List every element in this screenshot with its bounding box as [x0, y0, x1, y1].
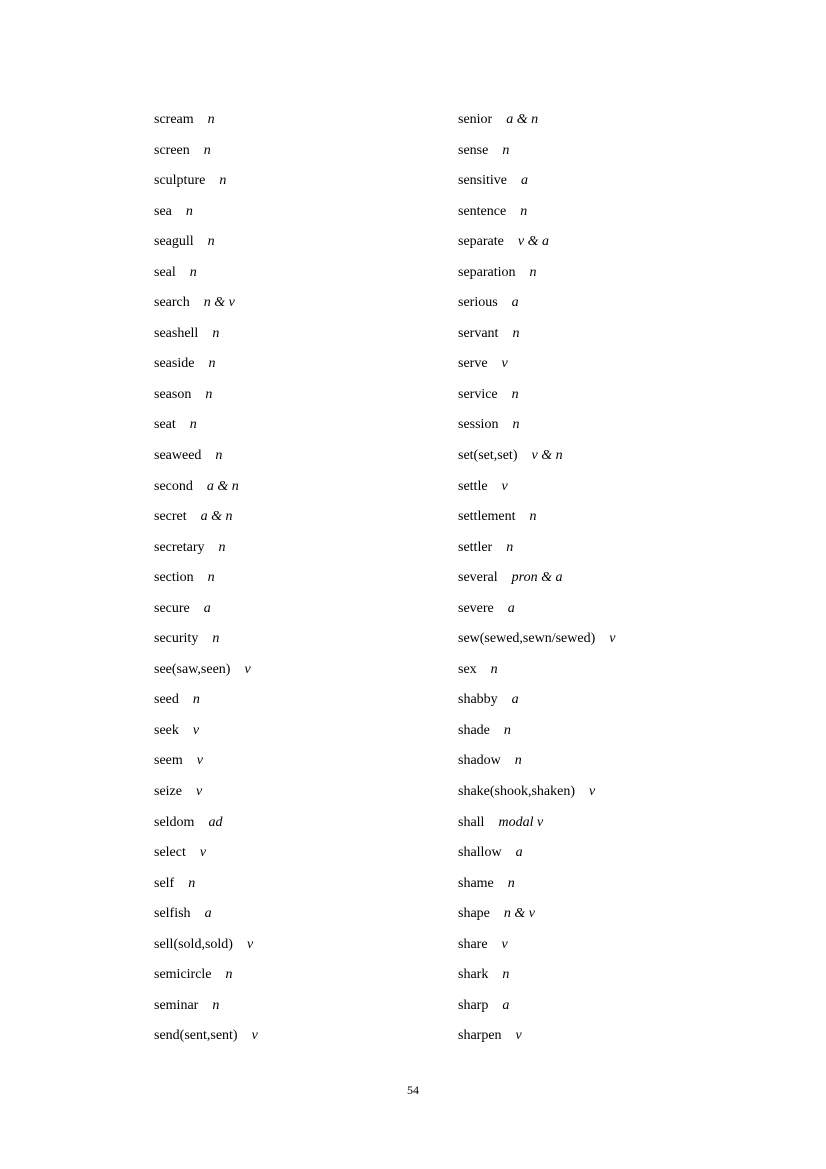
entry-word: section: [154, 570, 194, 586]
entry-word: settlement: [458, 509, 516, 525]
word-entry: [458, 838, 788, 869]
entry-word: shake(shook,shaken): [458, 784, 576, 800]
entry-pos: a: [521, 173, 528, 189]
word-entry: [154, 685, 454, 716]
word-entry: [458, 380, 788, 411]
entry-pos: n: [529, 509, 537, 525]
entry-word: servant: [458, 325, 499, 341]
entry-word: select: [154, 845, 186, 861]
entry-word: sensitive: [458, 173, 507, 189]
word-entry: [458, 746, 788, 777]
word-entry: [458, 136, 788, 167]
word-entry: [154, 930, 454, 961]
word-entry: [154, 288, 454, 319]
entry-word: seem: [154, 753, 183, 769]
page-number: 54: [407, 1083, 419, 1097]
entry-pos: n: [212, 997, 220, 1013]
word-entry: [458, 777, 788, 808]
word-entry: [154, 1021, 454, 1052]
word-entry: [154, 594, 454, 625]
entry-word: shape: [458, 906, 490, 922]
word-entry: [458, 869, 788, 900]
entry-pos: n: [189, 264, 197, 280]
entry-pos: n: [502, 967, 510, 983]
word-entry: [154, 319, 454, 350]
entry-pos: n: [225, 967, 233, 983]
entry-word: sew(sewed,sewn/sewed): [458, 631, 596, 647]
entry-pos: a: [204, 906, 212, 922]
entry-pos: n: [192, 692, 200, 708]
entry-pos: v: [246, 936, 254, 952]
entry-pos: v: [196, 753, 203, 769]
word-entry: [154, 410, 454, 441]
entry-word: shark: [458, 967, 489, 983]
entry-pos: pron & a: [511, 570, 563, 586]
word-entry: [458, 960, 788, 991]
entry-word: sharp: [458, 997, 489, 1013]
word-entry: [458, 991, 788, 1022]
entry-pos: a: [515, 845, 523, 861]
entry-word: seal: [154, 264, 176, 280]
entry-pos: v & a: [517, 234, 549, 250]
entry-pos: n: [207, 112, 215, 127]
word-entry: [154, 808, 454, 839]
entry-pos: n: [203, 142, 211, 158]
entry-word: settler: [458, 539, 493, 555]
entry-word: service: [458, 386, 498, 402]
word-entry: [458, 410, 788, 441]
entry-pos: ad: [208, 814, 223, 830]
entry-word: sculpture: [154, 173, 206, 189]
entry-word: second: [154, 478, 193, 494]
word-entry: [458, 594, 788, 625]
entry-pos: modal v: [498, 814, 544, 830]
entry-pos: v: [199, 845, 207, 861]
entry-word: severe: [458, 600, 494, 616]
entry-pos: v: [251, 1028, 258, 1044]
entry-pos: a & n: [506, 112, 539, 127]
word-entry: [458, 930, 788, 961]
word-entry: [458, 441, 788, 472]
entry-word: semicircle: [154, 967, 212, 983]
word-entry: [458, 227, 788, 258]
word-entry: [154, 472, 454, 503]
word-entry: [154, 655, 454, 686]
entry-pos: n: [219, 173, 227, 189]
entry-word: separation: [458, 264, 516, 280]
word-entry: [154, 838, 454, 869]
word-entry: [154, 166, 454, 197]
entry-pos: n: [208, 356, 216, 372]
entry-pos: v & n: [531, 448, 563, 464]
entry-pos: v: [192, 722, 200, 738]
entry-pos: n: [212, 631, 220, 647]
entry-word: seek: [154, 722, 179, 738]
entry-pos: n: [207, 234, 215, 250]
entry-pos: n: [215, 448, 223, 464]
entry-pos: n: [506, 539, 514, 555]
entry-pos: n: [520, 203, 528, 219]
word-entry: [458, 808, 788, 839]
entry-word: set(set,set): [458, 448, 518, 464]
entry-word: seaside: [154, 356, 195, 372]
word-entry: [458, 533, 788, 564]
entry-word: send(sent,sent): [154, 1028, 238, 1044]
entry-pos: n & v: [203, 295, 235, 311]
entry-word: shame: [458, 875, 494, 891]
entry-pos: v: [609, 631, 616, 647]
entry-pos: n: [189, 417, 197, 433]
entry-pos: a & n: [200, 509, 233, 525]
entry-word: secure: [154, 600, 190, 616]
entry-word: seat: [154, 417, 176, 433]
entry-word: sense: [458, 142, 489, 158]
entry-word: session: [458, 417, 499, 433]
entry-pos: a & n: [206, 478, 239, 494]
word-entry: [458, 349, 788, 380]
entry-word: seed: [154, 692, 179, 708]
entry-word: secret: [154, 509, 187, 525]
entry-word: seldom: [154, 814, 195, 830]
word-entry: [458, 685, 788, 716]
entry-word: seize: [154, 784, 182, 800]
word-entry: [458, 563, 788, 594]
entry-word: sentence: [458, 203, 507, 219]
word-entry: [154, 899, 454, 930]
word-entry: [154, 869, 454, 900]
entry-pos: n: [185, 203, 193, 219]
entry-pos: a: [203, 600, 211, 616]
entry-pos: n: [503, 722, 511, 738]
word-entry: [458, 319, 788, 350]
entry-pos: v: [501, 936, 508, 952]
entry-pos: a: [502, 997, 510, 1013]
entry-word: search: [154, 295, 190, 311]
word-entry: [154, 136, 454, 167]
entry-word: shabby: [458, 692, 498, 708]
word-entry: [154, 380, 454, 411]
entry-word: serious: [458, 295, 498, 311]
word-entry: [154, 716, 454, 747]
entry-pos: v: [515, 1028, 522, 1044]
entry-pos: n: [490, 661, 498, 677]
entry-pos: n: [502, 142, 510, 158]
entry-pos: v: [589, 784, 596, 800]
word-entry: [458, 624, 788, 655]
word-column-2: [458, 105, 788, 1052]
entry-pos: n: [507, 875, 515, 891]
entry-pos: n: [212, 325, 220, 341]
entry-word: seagull: [154, 234, 194, 250]
word-entry: [154, 533, 454, 564]
entry-word: shallow: [458, 845, 502, 861]
entry-pos: a: [511, 692, 519, 708]
word-entry: [154, 563, 454, 594]
entry-word: seashell: [154, 325, 199, 341]
entry-word: seaweed: [154, 448, 202, 464]
word-entry: [458, 899, 788, 930]
entry-pos: n: [512, 417, 520, 433]
entry-pos: n: [207, 570, 215, 586]
word-entry: [154, 960, 454, 991]
word-entry: [154, 991, 454, 1022]
entry-pos: v: [244, 661, 251, 677]
entry-word: security: [154, 631, 199, 647]
word-entry: [458, 472, 788, 503]
word-entry: [154, 349, 454, 380]
word-entry: [154, 197, 454, 228]
word-entry: [458, 502, 788, 533]
word-entry: [154, 105, 454, 136]
entry-pos: a: [507, 600, 515, 616]
entry-word: senior: [458, 112, 493, 127]
entry-pos: n: [218, 539, 226, 555]
entry-pos: n: [514, 753, 522, 769]
word-entry: [154, 624, 454, 655]
entry-pos: n: [188, 875, 196, 891]
entry-pos: v: [501, 478, 508, 494]
word-entry: [154, 502, 454, 533]
word-entry: [458, 288, 788, 319]
entry-word: settle: [458, 478, 488, 494]
word-entry: [458, 1021, 788, 1052]
entry-pos: a: [511, 295, 519, 311]
entry-word: several: [458, 570, 498, 586]
entry-pos: n: [512, 325, 520, 341]
entry-word: share: [458, 936, 488, 952]
entry-word: shadow: [458, 753, 501, 769]
entry-word: shade: [458, 722, 490, 738]
entry-word: shall: [458, 814, 485, 830]
word-entry: [458, 166, 788, 197]
entry-word: sea: [154, 203, 172, 219]
entry-word: sharpen: [458, 1028, 502, 1044]
entry-pos: n & v: [503, 906, 535, 922]
entry-pos: n: [529, 264, 537, 280]
entry-word: scream: [154, 112, 194, 127]
entry-word: selfish: [154, 906, 191, 922]
word-entry: [154, 227, 454, 258]
entry-word: serve: [458, 356, 488, 372]
word-entry: [458, 258, 788, 289]
entry-pos: n: [511, 386, 519, 402]
entry-word: secretary: [154, 539, 205, 555]
entry-word: season: [154, 386, 192, 402]
word-entry: [458, 197, 788, 228]
entry-word: screen: [154, 142, 190, 158]
entry-pos: v: [501, 356, 508, 372]
entry-word: separate: [458, 234, 504, 250]
word-entry: [154, 777, 454, 808]
word-entry: [154, 441, 454, 472]
word-entry: [458, 105, 788, 136]
word-entry: [154, 746, 454, 777]
entry-word: sex: [458, 661, 477, 677]
entry-word: see(saw,seen): [154, 661, 231, 677]
word-entry: [154, 258, 454, 289]
word-entry: [458, 655, 788, 686]
word-column-1: [154, 105, 454, 1052]
entry-word: sell(sold,sold): [154, 936, 233, 952]
entry-pos: v: [195, 784, 203, 800]
word-entry: [458, 716, 788, 747]
entry-pos: n: [205, 386, 213, 402]
entry-word: self: [154, 875, 175, 891]
entry-word: seminar: [154, 997, 199, 1013]
